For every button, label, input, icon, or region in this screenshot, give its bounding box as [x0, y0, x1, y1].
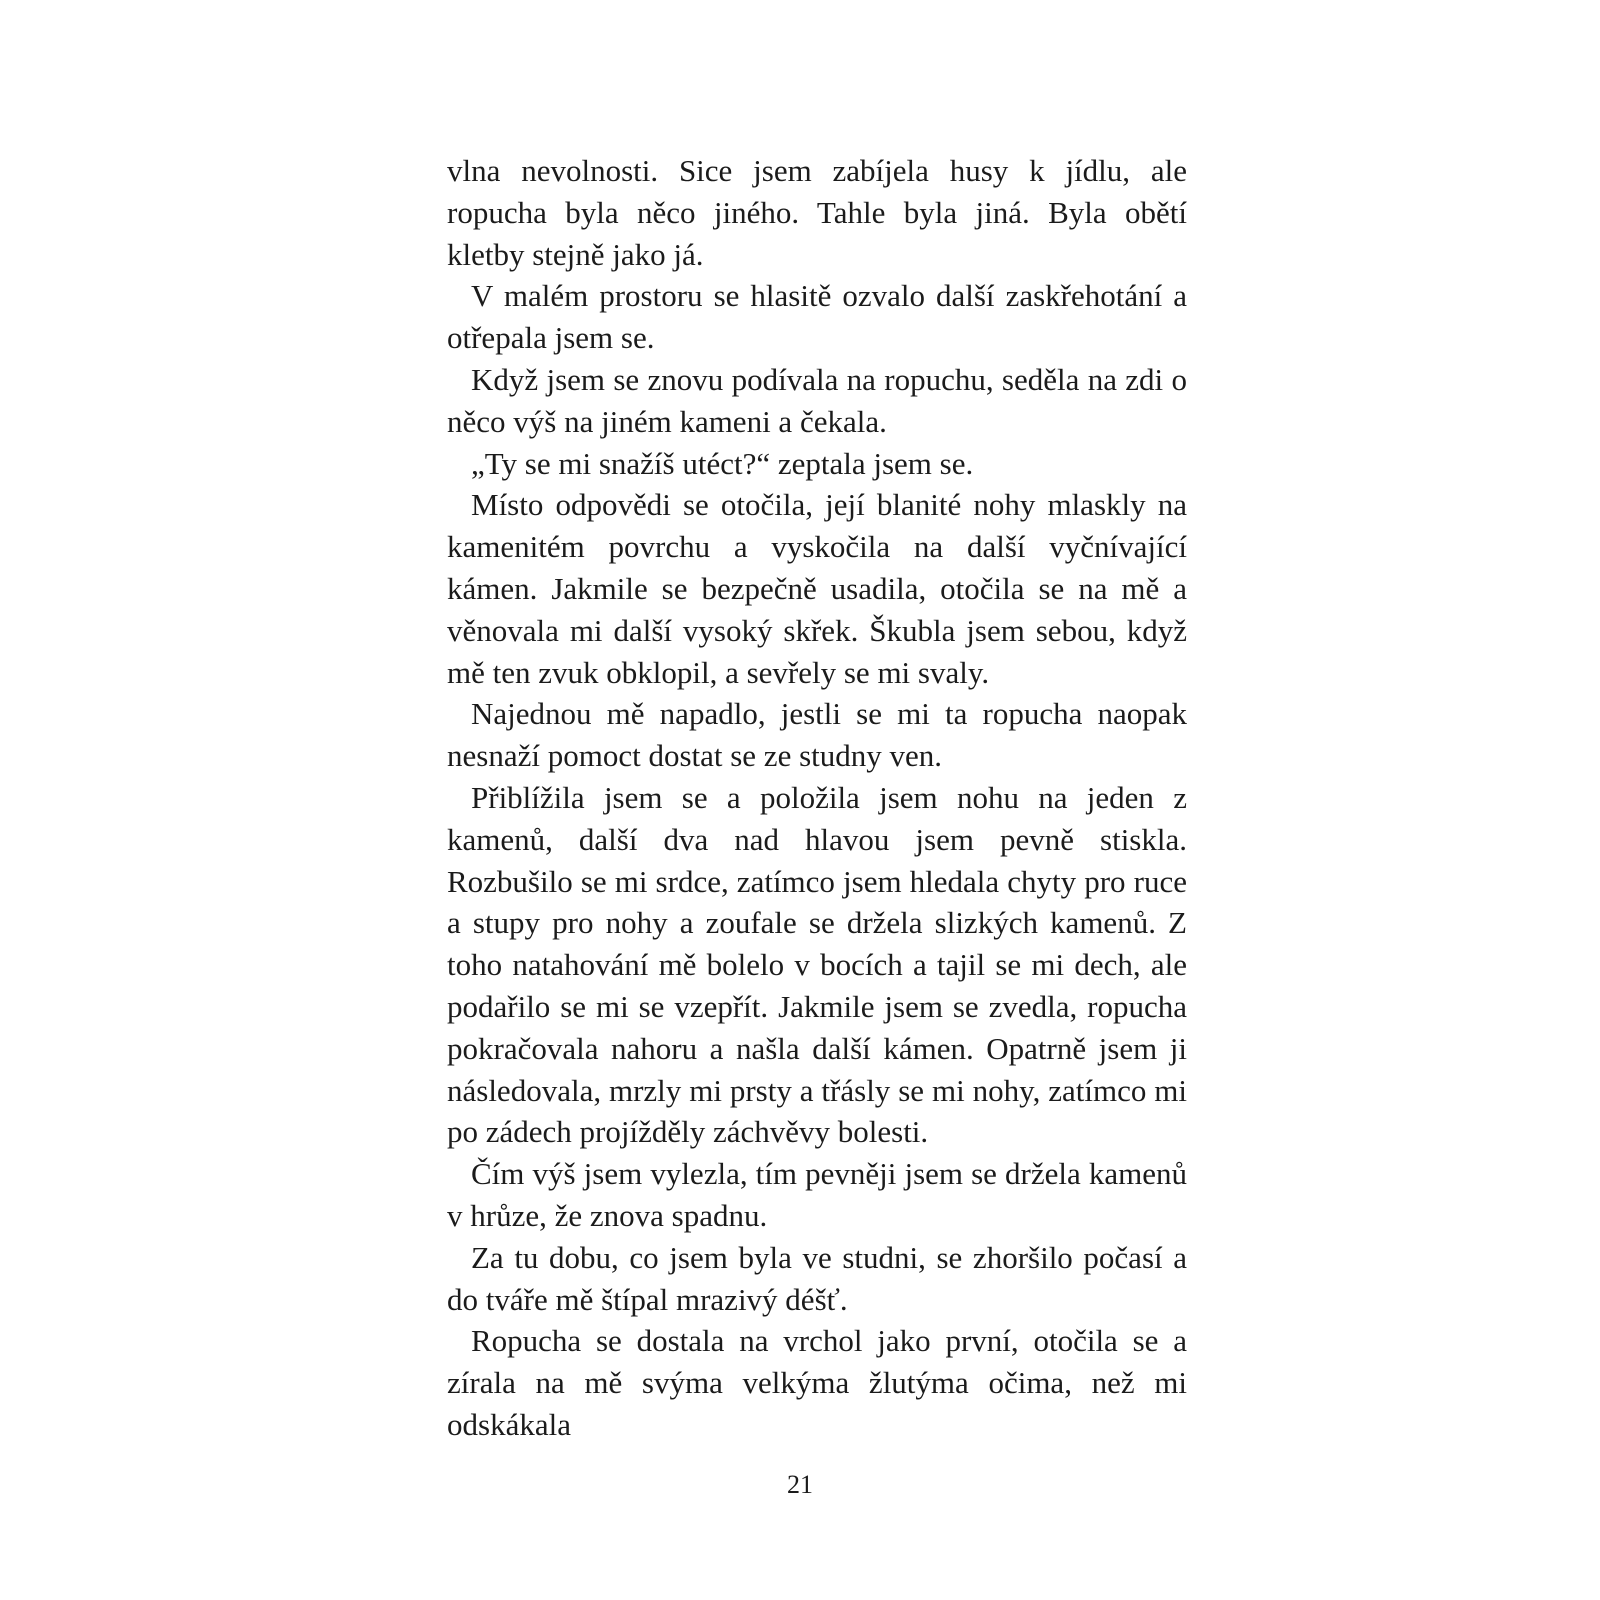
paragraph-8: Čím výš jsem vylezla, tím pevněji jsem se držela kamenů v hrůze, že znova spadnu. [447, 1156, 1187, 1233]
page-number: 21 [787, 1470, 813, 1499]
paragraph-10: Ropucha se dostala na vrchol jako první, otočila se a zírala na mě svýma velkýma žlutýma očima, než mi odskákala [447, 1323, 1187, 1442]
paragraph-1: vlna nevolnosti. Sice jsem zabíjela husy k jídlu, ale ropucha byla něco jiného. Tahle byla jiná. Byla obětí kletby stejně jako já. [447, 153, 1187, 272]
paragraph-6: Najednou mě napadlo, jestli se mi ta ropucha naopak nesnaží pomoct dostat se ze studny ven. [447, 696, 1187, 774]
paragraph-4: „Ty se mi snažíš utéct?“ zeptala jsem se. [471, 445, 974, 481]
paragraph-7: Přiblížila jsem se a položila jsem nohu na jeden z kamenů, další dva nad hlavou jsem pevně stiskla. Rozbušilo se mi srdce, zatímco jsem hledala chyty pro ruce a stupy pro nohy a zoufale se držela slizkých kamenů. Z toho natahování mě bolelo v bocích a tajil se mi dech, ale podařilo se mi se vzepřít. Jakmile jsem se zvedla, ropucha pokračovala nahoru a našla další kámen. Opatrně jsem ji následovala, mrzly mi prsty a třásly se mi nohy, zatímco mi po zádech projížděly záchvěvy bolesti. [447, 779, 1187, 1150]
body-text [447, 150, 1187, 1446]
paragraph-9: Za tu dobu, co jsem byla ve studni, se zhoršilo počasí a do tváře mě štípal mrazivý déšť. [447, 1239, 1187, 1317]
paragraph-3: Když jsem se znovu podívala na ropuchu, seděla na zdi o něco výš na jiném kameni a čekala. [447, 361, 1187, 439]
paragraph-2: V malém prostoru se hlasitě ozvalo další zaskřehotání a otřepala jsem se. [447, 278, 1187, 356]
paragraph-5: Místo odpovědi se otočila, její blanité nohy mlaskly na kamenitém povrchu a vyskočila na další vyčnívající kámen. Jakmile se bezpečně usadila, otočila se na mě a věnovala mi další vysoký skřek. Škubla jsem sebou, když mě ten zvuk obklopil, a sevřely se mi svaly. [447, 487, 1187, 690]
